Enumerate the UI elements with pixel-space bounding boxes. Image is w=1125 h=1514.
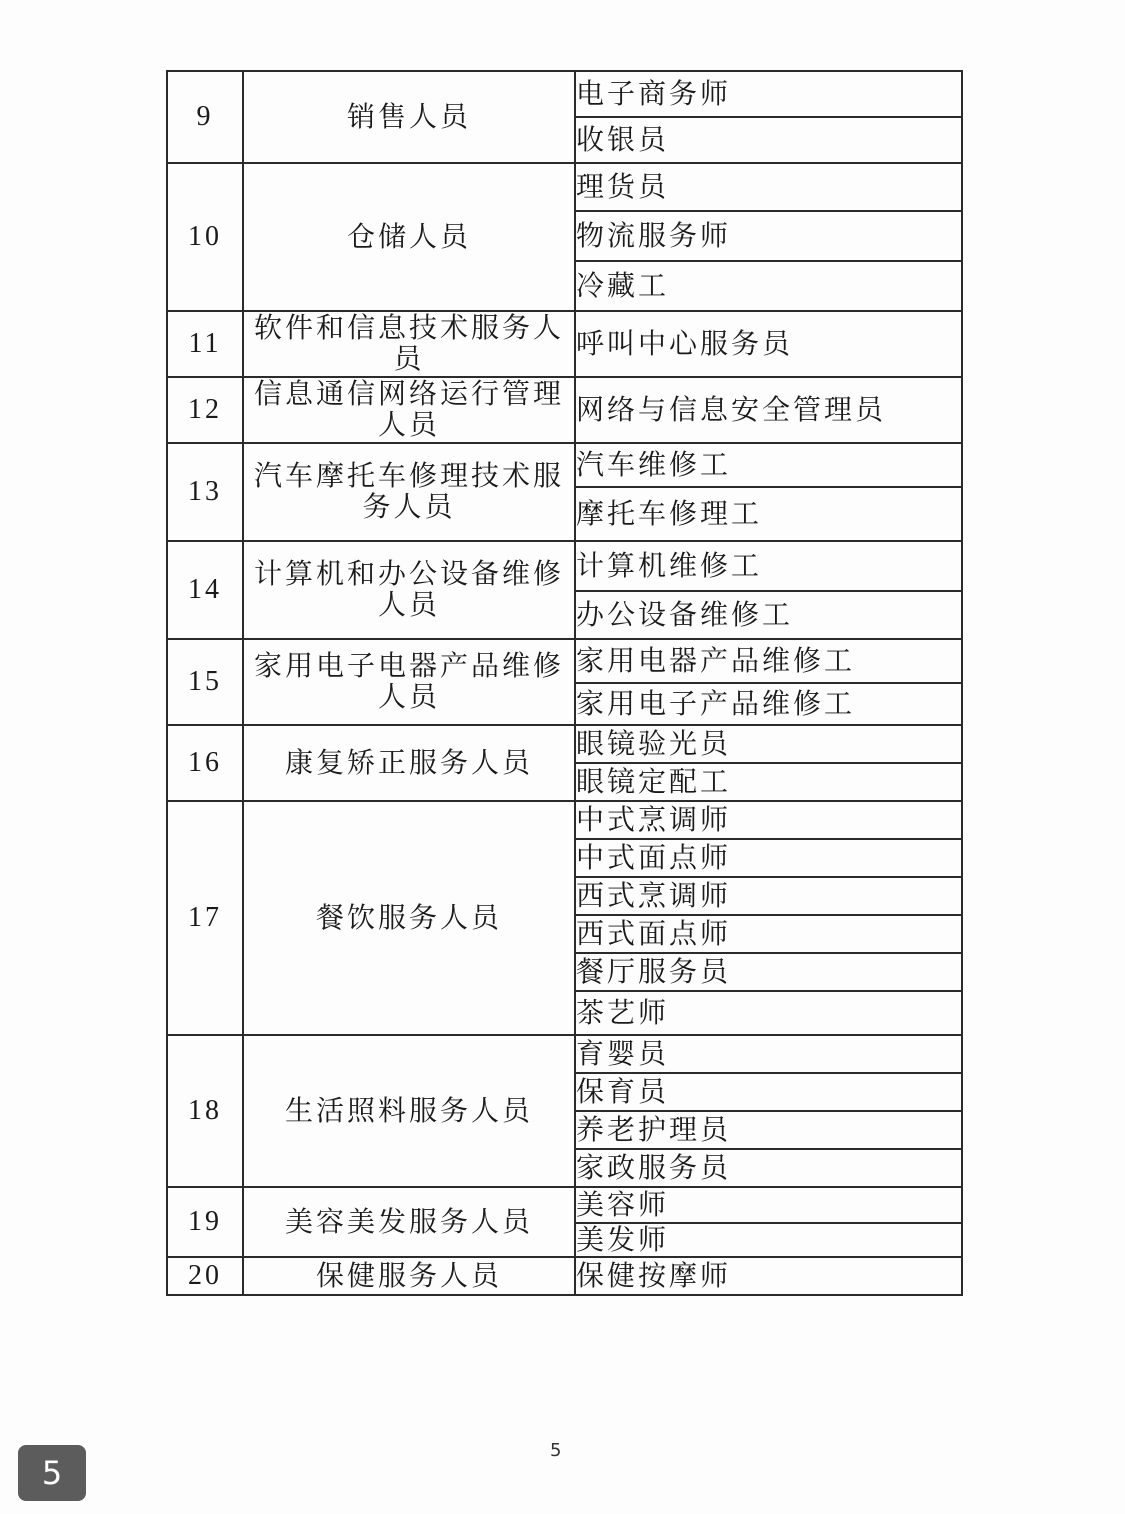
occupation-table-body (167, 71, 962, 1295)
page-number: 5 (550, 1440, 562, 1461)
table-row (167, 541, 962, 591)
occupation-category: 信息通信网络运行管理人员 (243, 377, 575, 443)
job-title: 保健按摩师 (575, 1257, 962, 1295)
table-row (167, 163, 962, 211)
job-title: 保育员 (575, 1073, 962, 1111)
job-title: 眼镜验光员 (575, 725, 962, 763)
row-number: 20 (167, 1257, 243, 1295)
occupation-category: 家用电子电器产品维修人员 (243, 639, 575, 725)
job-title: 理货员 (575, 163, 962, 211)
job-title: 汽车维修工 (575, 443, 962, 487)
job-title: 育婴员 (575, 1035, 962, 1073)
table-row (167, 1035, 962, 1073)
occupation-category: 餐饮服务人员 (243, 801, 575, 1035)
job-title: 电子商务师 (575, 71, 962, 117)
table-row (167, 71, 962, 117)
table-row (167, 443, 962, 487)
job-title: 养老护理员 (575, 1111, 962, 1149)
occupation-category: 康复矫正服务人员 (243, 725, 575, 801)
table-row (167, 639, 962, 683)
row-number: 17 (167, 801, 243, 1035)
row-number: 15 (167, 639, 243, 725)
table-row (167, 377, 962, 443)
row-number: 13 (167, 443, 243, 541)
job-title: 西式面点师 (575, 915, 962, 953)
occupation-category: 计算机和办公设备维修人员 (243, 541, 575, 639)
occupation-category: 生活照料服务人员 (243, 1035, 575, 1187)
job-title: 中式面点师 (575, 839, 962, 877)
occupation-table (166, 70, 963, 1296)
job-title: 家用电器产品维修工 (575, 639, 962, 683)
table-row (167, 725, 962, 763)
job-title: 冷藏工 (575, 261, 962, 311)
row-number: 12 (167, 377, 243, 443)
job-title: 收银员 (575, 117, 962, 163)
job-title: 家用电子产品维修工 (575, 683, 962, 725)
job-title: 美发师 (575, 1223, 962, 1257)
job-title: 家政服务员 (575, 1149, 962, 1187)
occupation-category: 软件和信息技术服务人员 (243, 311, 575, 377)
job-title: 计算机维修工 (575, 541, 962, 591)
row-number: 18 (167, 1035, 243, 1187)
row-number: 16 (167, 725, 243, 801)
occupation-category: 销售人员 (243, 71, 575, 163)
occupation-category: 保健服务人员 (243, 1257, 575, 1295)
table-row (167, 801, 962, 839)
job-title: 眼镜定配工 (575, 763, 962, 801)
row-number: 19 (167, 1187, 243, 1257)
page-indicator-badge: 5 (18, 1445, 86, 1501)
occupation-category: 仓储人员 (243, 163, 575, 311)
row-number: 11 (167, 311, 243, 377)
job-title: 呼叫中心服务员 (575, 311, 962, 377)
job-title: 摩托车修理工 (575, 487, 962, 541)
table-row (167, 1187, 962, 1223)
job-title: 西式烹调师 (575, 877, 962, 915)
occupation-category: 汽车摩托车修理技术服务人员 (243, 443, 575, 541)
row-number: 9 (167, 71, 243, 163)
job-title: 美容师 (575, 1187, 962, 1223)
job-title: 茶艺师 (575, 991, 962, 1035)
job-title: 办公设备维修工 (575, 591, 962, 639)
job-title: 中式烹调师 (575, 801, 962, 839)
row-number: 14 (167, 541, 243, 639)
table-row (167, 1257, 962, 1295)
occupation-category: 美容美发服务人员 (243, 1187, 575, 1257)
job-title: 网络与信息安全管理员 (575, 377, 962, 443)
table-row (167, 311, 962, 377)
job-title: 餐厅服务员 (575, 953, 962, 991)
row-number: 10 (167, 163, 243, 311)
job-title: 物流服务师 (575, 211, 962, 261)
